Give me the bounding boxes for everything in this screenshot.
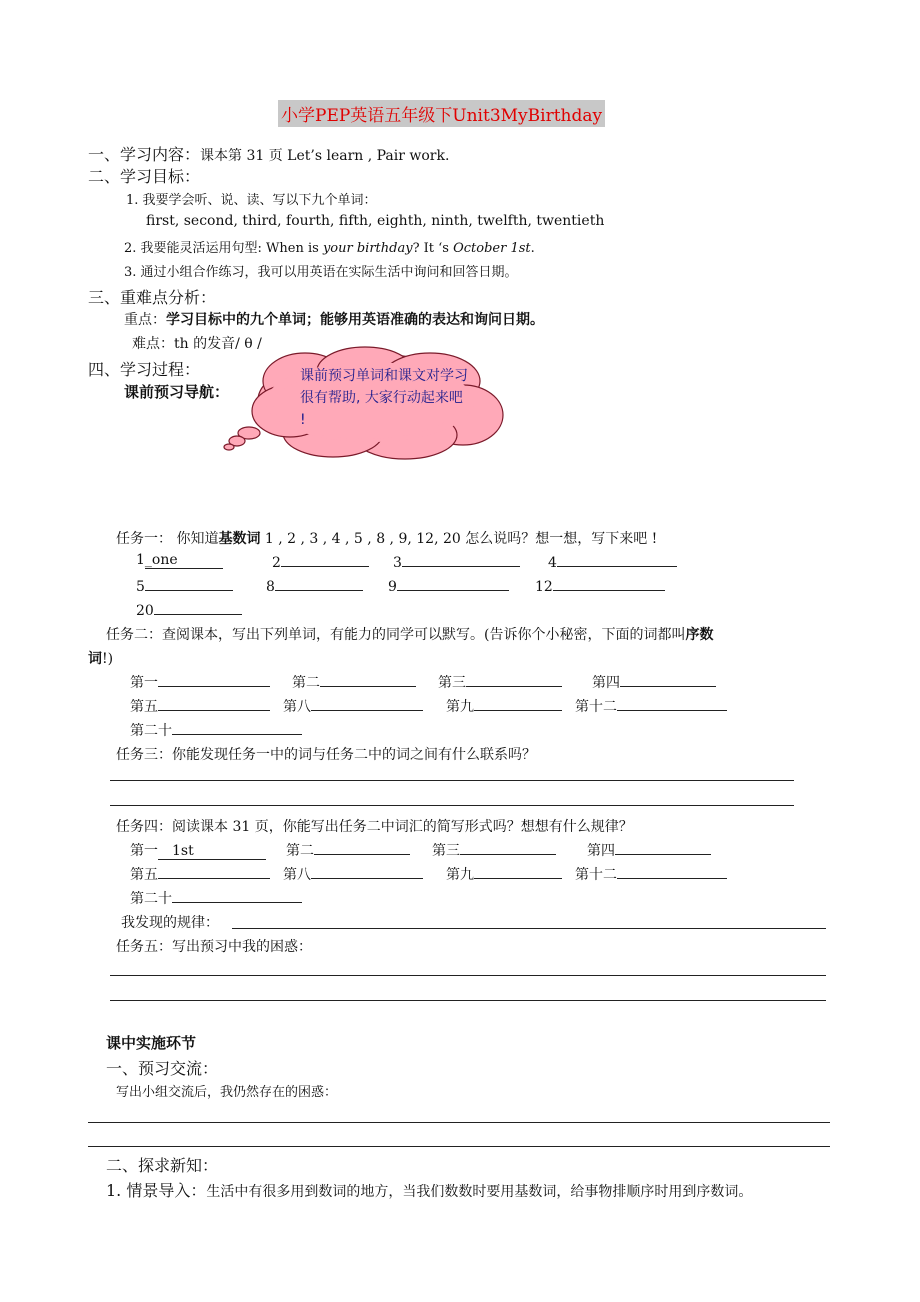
task1-answer-1[interactable]: _one xyxy=(145,552,223,569)
task2-item-label: 第八 xyxy=(283,699,311,715)
task2-blank[interactable] xyxy=(158,672,270,687)
task4-item-label: 第一 xyxy=(130,843,158,859)
section-text: 课本第 31 页 Let’s learn , Pair work. xyxy=(200,148,450,164)
task2-blank[interactable] xyxy=(311,696,423,711)
task2-text-a: 任务二：查阅课本，写出下列单词，有能力的同学可以默写。(告诉你个小秘密，下面的词都叫 xyxy=(106,627,686,643)
goal-2-italic-a: your birthday xyxy=(322,241,413,256)
goal-2 xyxy=(124,237,535,256)
task2-item xyxy=(575,696,727,716)
task2-item-label: 第九 xyxy=(446,699,474,715)
task1-item-label: 3 xyxy=(393,555,402,571)
goal-2-italic-b: October 1st xyxy=(453,241,531,256)
task1-item-label: 4 xyxy=(548,555,557,571)
task4-blank[interactable] xyxy=(617,864,727,879)
task4-blank[interactable] xyxy=(474,864,562,879)
task1-blank[interactable] xyxy=(275,576,363,591)
task1-text-bold: 基数词 xyxy=(218,531,261,547)
task2-item xyxy=(283,696,423,716)
answer-line[interactable] xyxy=(110,975,826,976)
task2-question-cont xyxy=(88,648,113,668)
scenario-text: 生活中有很多用到数词的地方，当我们数数时要用基数词，给事物排顺序时用到序数词。 xyxy=(206,1184,753,1200)
task4-item xyxy=(432,840,556,860)
goal-2-text-a: 2. 我要能灵活运用句型: When is xyxy=(124,241,323,256)
page-title: 小学PEP英语五年级下Unit3MyBirthday xyxy=(278,100,605,127)
task2-item-label: 第二十 xyxy=(130,723,172,739)
task2-item xyxy=(130,720,302,740)
task2-item xyxy=(446,696,562,716)
task4-blank[interactable] xyxy=(311,864,423,879)
task2-item xyxy=(438,672,562,692)
task1-text-a: 任务一： 你知道 xyxy=(116,531,219,547)
task4-blank[interactable] xyxy=(615,840,711,855)
task4-item xyxy=(130,864,270,884)
task4-blank[interactable] xyxy=(460,840,556,855)
task4-item-label: 第二十 xyxy=(130,891,172,907)
scenario-label: 1. 情景导入： xyxy=(106,1181,207,1200)
difficult-point: 难点：th 的发音/ θ / xyxy=(132,336,262,352)
goal-words: first, second, third, fourth, fifth, eighth, ninth, twelfth, twentieth xyxy=(146,213,605,229)
preview-guide-label: 课前预习导航： xyxy=(124,383,230,401)
task4-item xyxy=(130,888,302,908)
task1-blank[interactable] xyxy=(402,552,520,567)
task1-item-label: 20 xyxy=(136,603,154,619)
task1-item xyxy=(393,552,520,571)
answer-line[interactable] xyxy=(110,1000,826,1001)
answer-line[interactable] xyxy=(110,805,794,806)
preview-exchange-label: 一、预习交流： xyxy=(106,1059,219,1078)
task2-blank[interactable] xyxy=(172,720,302,735)
task1-blank[interactable] xyxy=(281,552,369,567)
task2-item-label: 第三 xyxy=(438,675,466,691)
task1-item xyxy=(548,552,677,571)
task2-item-label: 第四 xyxy=(592,675,620,691)
task1-item-label: 2 xyxy=(272,555,281,571)
task2-text-bold: 序数 xyxy=(685,627,714,643)
task4-item xyxy=(283,864,423,884)
task4-answer-1[interactable]: 1st xyxy=(158,843,266,860)
goal-2-text-c: . xyxy=(530,241,535,256)
answer-line[interactable] xyxy=(110,780,794,781)
task4-item-label: 第十二 xyxy=(575,867,617,883)
goal-2-text-b: ? It ‘s xyxy=(412,241,454,256)
task1-blank[interactable] xyxy=(557,552,677,567)
task1-item xyxy=(136,600,242,619)
goal-3: 3. 通过小组合作练习，我可以用英语在实际生活中询问和回答日期。 xyxy=(124,265,518,280)
task4-item-label: 第五 xyxy=(130,867,158,883)
task4-item-label: 第九 xyxy=(446,867,474,883)
task2-item xyxy=(292,672,416,692)
task4-question: 任务四：阅读课本 31 页，你能写出任务二中词汇的简写形式吗？想想有什么规律？ xyxy=(116,819,633,835)
task4-item-label: 第八 xyxy=(283,867,311,883)
task4-blank[interactable] xyxy=(158,864,270,879)
task2-item xyxy=(130,672,270,692)
task4-item xyxy=(446,864,562,884)
task1-row1 xyxy=(136,552,223,569)
task1-item-label: 5 xyxy=(136,579,145,595)
key-point xyxy=(124,309,544,329)
task2-blank[interactable] xyxy=(617,696,727,711)
task1-blank[interactable] xyxy=(154,600,242,615)
task2-blank[interactable] xyxy=(474,696,562,711)
answer-line[interactable] xyxy=(232,928,826,929)
task4-blank[interactable] xyxy=(314,840,410,855)
key-point-label: 重点： xyxy=(124,312,166,328)
task2-item-label: 第五 xyxy=(130,699,158,715)
task5-question: 任务五：写出预习中我的困惑： xyxy=(116,939,312,955)
task1-text-c: 1 , 2 , 3 , 4 , 5 , 8 , 9, 12, 20 怎么说吗？想一想，写下来吧 ! xyxy=(260,531,658,547)
task2-blank[interactable] xyxy=(466,672,562,687)
section-content xyxy=(88,142,449,165)
task1-item-label: 12 xyxy=(535,579,553,595)
preview-exchange-text: 写出小组交流后，我仍然存在的困惑： xyxy=(116,1085,338,1100)
task1-item xyxy=(272,552,369,571)
task4-item xyxy=(587,840,711,860)
task4-item-label: 第二 xyxy=(286,843,314,859)
answer-line[interactable] xyxy=(88,1146,830,1147)
task1-item xyxy=(136,576,233,595)
task2-item-label: 第十二 xyxy=(575,699,617,715)
rule-label: 我发现的规律： xyxy=(121,915,219,931)
task1-item xyxy=(388,576,509,595)
task2-text-bold-2: 词 xyxy=(88,651,102,667)
task2-question xyxy=(106,624,713,644)
task2-item xyxy=(592,672,716,692)
task1-item xyxy=(266,576,363,595)
section-label: 一、学习内容： xyxy=(88,145,201,164)
task4-blank[interactable] xyxy=(172,888,302,903)
task1-item xyxy=(535,576,665,595)
task2-item-label: 第一 xyxy=(130,675,158,691)
task1-blank[interactable] xyxy=(553,576,665,591)
task2-item xyxy=(130,696,270,716)
explore-label: 二、探求新知： xyxy=(106,1156,219,1175)
task4-item xyxy=(286,840,410,860)
section-key-label: 三、重难点分析： xyxy=(88,288,217,307)
in-class-heading: 课中实施环节 xyxy=(106,1034,197,1052)
answer-line[interactable] xyxy=(88,1122,830,1123)
section-goals-label: 二、学习目标： xyxy=(88,167,201,186)
task4-item xyxy=(575,864,727,884)
task2-blank[interactable] xyxy=(620,672,716,687)
task4-item xyxy=(130,840,266,860)
task3-question: 任务三：你能发现任务一中的词与任务二中的词之间有什么联系吗？ xyxy=(116,747,536,763)
task4-item-label: 第四 xyxy=(587,843,615,859)
task1-item-label: 9 xyxy=(388,579,397,595)
key-point-text: 学习目标中的九个单词；能够用英语准确的表达和询问日期。 xyxy=(166,312,544,328)
task1-blank[interactable] xyxy=(145,576,233,591)
goal-1: 1. 我要学会听、说、读、写以下九个单词： xyxy=(126,193,377,208)
task4-item-label: 第三 xyxy=(432,843,460,859)
task1-item-label: 8 xyxy=(266,579,275,595)
task1-blank[interactable] xyxy=(397,576,509,591)
cloud-text: 课前预习单词和课文对学习很有帮助, 大家行动起来吧 ! xyxy=(300,368,468,428)
task2-item-label: 第二 xyxy=(292,675,320,691)
task2-blank[interactable] xyxy=(320,672,416,687)
scenario-intro xyxy=(106,1178,752,1201)
section-process-label: 四、学习过程： xyxy=(88,360,201,379)
task2-blank[interactable] xyxy=(158,696,270,711)
task1-question xyxy=(116,528,657,548)
task2-text-d: !) xyxy=(102,651,114,667)
task1-item-label: 1 xyxy=(136,552,145,568)
